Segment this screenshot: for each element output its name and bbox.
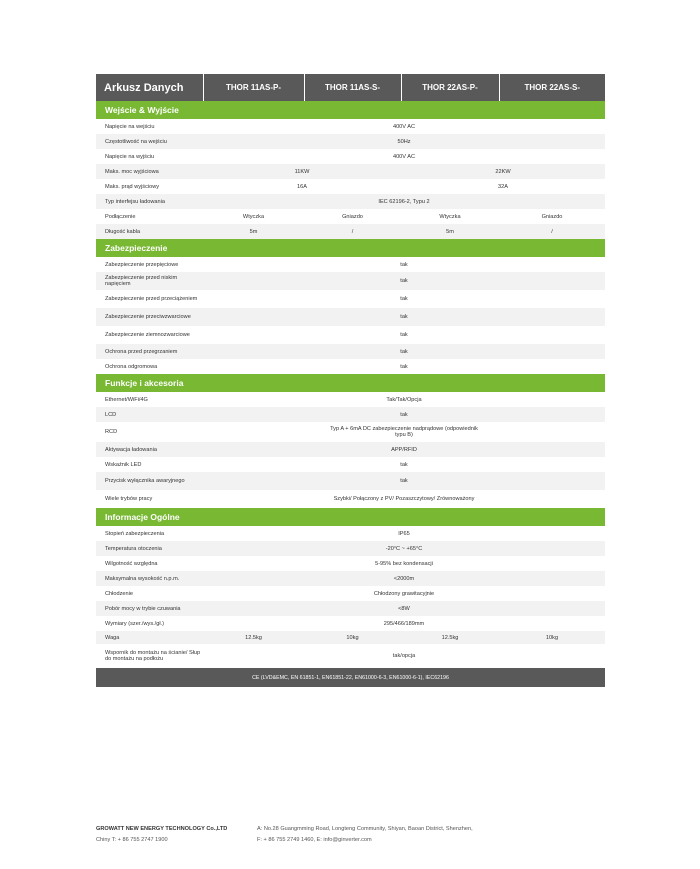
table-row xyxy=(96,601,605,616)
table-row xyxy=(96,209,605,224)
table-row xyxy=(96,344,605,359)
row-label: Pobór mocy w trybie czuwania xyxy=(96,601,203,616)
row-label: LCD xyxy=(96,407,203,422)
row-value: 5m xyxy=(203,224,304,239)
row-value: -20°C ~ +65°C xyxy=(203,541,605,556)
row-value: 295/466/189mm xyxy=(383,620,425,627)
footer-contact: F: + 86 755 2749 1460, E: info@ginverter.com xyxy=(257,837,372,843)
datasheet-title: Arkusz Danych xyxy=(96,74,203,101)
row-value: tak xyxy=(400,363,408,370)
row-label: Napięcie na wyjściu xyxy=(105,153,155,160)
row-value: / xyxy=(304,224,401,239)
table-row xyxy=(96,526,605,541)
row-value: tak xyxy=(203,308,605,326)
table-row xyxy=(96,149,605,164)
row-value: tak xyxy=(203,472,605,490)
row-value: IEC 62196-2, Typu 2 xyxy=(203,194,605,209)
model-thor-11as-p: THOR 11AS-P- xyxy=(203,74,304,101)
table-row xyxy=(96,392,605,407)
row-value: IP65 xyxy=(398,530,410,537)
section-title: Informacje Ogólne xyxy=(96,508,605,526)
row-label: Zabezpieczenie przepięciowe xyxy=(105,261,179,268)
table-row xyxy=(96,541,605,556)
row-label: Ochrona przed przegrzaniem xyxy=(96,344,203,359)
table-row xyxy=(96,290,605,308)
row-label: Wymiary (szer./wys./gł.) xyxy=(105,620,164,627)
row-label: Wspornik do montażu na ścianie/ Słup do montażu na podłożu xyxy=(105,650,201,662)
certifications-row xyxy=(96,668,605,687)
row-label: Maksymalna wysokość n.p.m. xyxy=(96,571,203,586)
table-row xyxy=(96,616,605,631)
row-label: Zabezpieczenie przeciwzwarciowe xyxy=(96,308,203,326)
row-label: Typ interfejsu ładowania xyxy=(96,194,203,209)
row-label: Aktywacja ładowania xyxy=(96,442,203,457)
model-thor-11as-s: THOR 11AS-S- xyxy=(304,74,401,101)
row-value: 12.5kg xyxy=(203,631,304,644)
row-label: Przycisk wyłącznika awaryjnego xyxy=(96,472,203,490)
section-title: Wejście & Wyjście xyxy=(96,101,605,119)
row-value: 12.5kg xyxy=(401,631,499,644)
table-row xyxy=(96,134,605,149)
row-label: Częstotliwość na wejściu xyxy=(96,134,203,149)
row-label: Długość kabla xyxy=(96,224,203,239)
table-row xyxy=(96,164,605,179)
datasheet xyxy=(96,74,605,687)
row-value xyxy=(203,490,605,508)
row-value: 32A xyxy=(498,183,508,190)
row-value: / xyxy=(499,224,605,239)
section-title: Zabezpieczenie xyxy=(96,239,605,257)
row-label: Maks. prąd wyjściowy xyxy=(105,183,160,190)
row-value: tak xyxy=(203,344,605,359)
row-label: Zabezpieczenie przed przeciążeniem xyxy=(105,296,198,302)
row-value: tak xyxy=(400,461,408,468)
table-row xyxy=(96,257,605,272)
row-label: Podłączenie xyxy=(105,213,136,220)
row-label: Wiele trybów pracy xyxy=(105,496,153,502)
table-row xyxy=(96,442,605,457)
row-value: 10kg xyxy=(499,631,605,644)
row-label: Wskaźnik LED xyxy=(105,461,142,468)
row-value xyxy=(203,422,605,442)
table-row xyxy=(96,472,605,490)
row-label: Ethernet/WiFi/4G xyxy=(105,396,148,403)
certifications: CE (LVD&EMC, EN 61851-1, EN61851-22, EN61000-6-3, EN61000-6-1), IEC62196 xyxy=(96,668,605,687)
table-row xyxy=(96,490,605,508)
table-row xyxy=(96,631,605,644)
row-label: Temperatura otoczenia xyxy=(96,541,203,556)
row-value: tak xyxy=(203,272,605,290)
rcd-value: Typ A + 6mA DC zabezpieczenie nadprądowe (odpowiednik typu B) xyxy=(330,426,478,438)
section-general xyxy=(96,508,605,526)
table-row xyxy=(96,407,605,422)
table-row xyxy=(96,119,605,134)
row-label: Chłodzenie xyxy=(105,590,133,597)
table-row xyxy=(96,194,605,209)
row-value: Wtyczka xyxy=(242,213,265,220)
table-row xyxy=(96,272,605,290)
row-value: 10kg xyxy=(304,631,401,644)
table-row xyxy=(96,308,605,326)
model-thor-22as-s: THOR 22AS-S- xyxy=(499,74,605,101)
row-value: tak xyxy=(203,407,605,422)
footer-tel: Chiny T: + 86 755 2747 1900 xyxy=(96,837,168,843)
section-title: Funkcje i akcesoria xyxy=(96,374,605,392)
row-value: 11KW xyxy=(203,164,401,179)
footer-address: A: No.28 Guangmming Road, Longteng Community, Shiyan, Baoan District, Shenzhen, xyxy=(257,826,473,832)
row-label: RCD xyxy=(105,429,118,435)
row-label: Waga xyxy=(96,631,203,644)
row-label: Stopień zabezpieczenia xyxy=(105,530,165,537)
row-value: Gniazdo xyxy=(541,213,563,220)
row-value: tak xyxy=(400,296,408,302)
row-label: Napięcie na wejściu xyxy=(105,123,155,130)
row-value: tak/opcja xyxy=(392,653,416,659)
row-value: Tak/Tak/Opcja xyxy=(386,396,422,403)
row-value: 400V AC xyxy=(392,153,416,160)
table-row xyxy=(96,359,605,374)
table-row xyxy=(96,571,605,586)
row-value: <8W xyxy=(203,601,605,616)
row-value: Wtyczka xyxy=(439,213,461,220)
modes-value: Szybki/ Połączony z PV/ Pozaszczytowy/ Zrównoważony xyxy=(333,496,475,502)
row-value: tak xyxy=(400,332,408,338)
table-row xyxy=(96,326,605,344)
row-value: 50Hz xyxy=(203,134,605,149)
row-value: 400V AC xyxy=(392,123,416,130)
header-row xyxy=(96,74,605,101)
table-row xyxy=(96,179,605,194)
row-value: APP/RFID xyxy=(203,442,605,457)
datasheet-table xyxy=(96,74,605,687)
section-functions xyxy=(96,374,605,392)
row-label: Wilgotność względna xyxy=(105,560,158,567)
table-row xyxy=(96,586,605,601)
row-value: <2000m xyxy=(203,571,605,586)
row-label: Maks. moc wyjściowa xyxy=(96,164,203,179)
table-row xyxy=(96,422,605,442)
row-label: Zabezpieczenie przed niskim napięciem xyxy=(96,272,203,290)
table-row xyxy=(96,644,605,668)
row-value: 5m xyxy=(401,224,499,239)
row-label: Zabezpieczenie ziemnozwarciowe xyxy=(105,332,190,338)
row-value: 16A xyxy=(297,183,307,190)
section-protection xyxy=(96,239,605,257)
row-label: Ochrona odgromowa xyxy=(105,363,158,370)
row-value: Gniazdo xyxy=(342,213,363,220)
section-input-output xyxy=(96,101,605,119)
row-value: tak xyxy=(400,261,408,268)
table-row xyxy=(96,457,605,472)
model-thor-22as-p: THOR 22AS-P- xyxy=(401,74,499,101)
row-value: 22KW xyxy=(401,164,605,179)
table-row xyxy=(96,224,605,239)
row-value: Chłodzony grawitacyjnie xyxy=(373,590,435,597)
footer-company: GROWATT NEW ENERGY TECHNOLOGY Co.,LTD xyxy=(96,826,228,832)
row-value: 5-95% bez kondensacji xyxy=(375,560,433,567)
table-row xyxy=(96,556,605,571)
